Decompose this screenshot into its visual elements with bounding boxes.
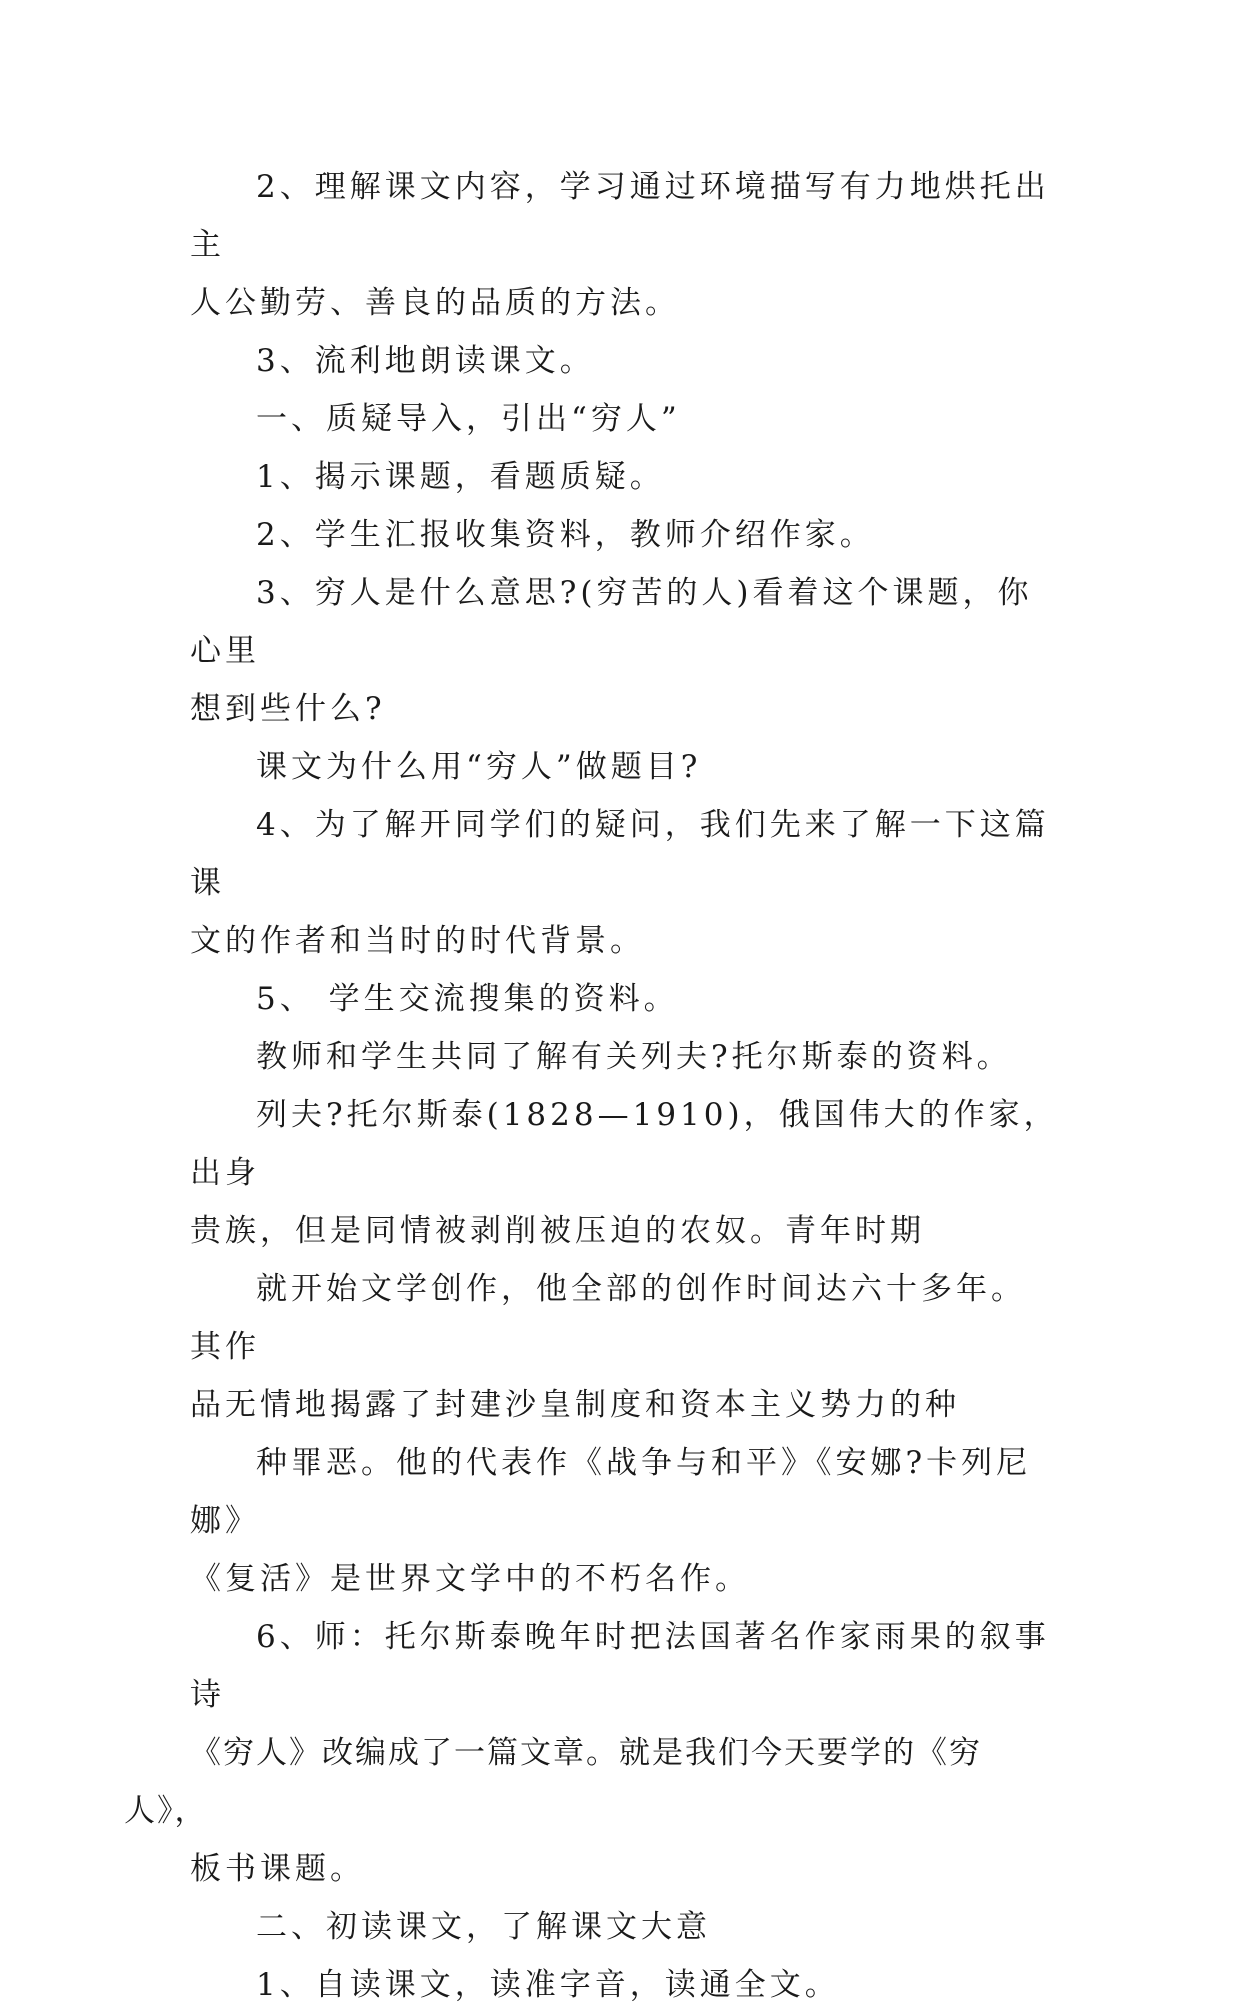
text-line: 4、为了解开同学们的疑问，我们先来了解一下这篇课 <box>190 807 1050 901</box>
paragraph <box>190 1260 1060 1434</box>
text-line: 2、理解课文内容，学习通过环境描写有力地烘托出主 <box>190 169 1050 263</box>
paragraph <box>190 1956 1060 2014</box>
text-line: 列夫?托尔斯泰(1828—1910)，俄国伟大的作家，出身 <box>190 1097 1059 1191</box>
text-line: 3、流利地朗读课文。 <box>256 343 595 379</box>
paragraph <box>190 738 1060 796</box>
document-body <box>124 158 1060 2014</box>
text-line: 2、学生汇报收集资料，教师介绍作家。 <box>256 517 875 553</box>
section-heading <box>190 390 1060 448</box>
paragraph <box>124 1608 1060 1898</box>
text-line: 板书课题。 <box>190 1851 365 1887</box>
text-line: 5、 学生交流搜集的资料。 <box>256 981 679 1017</box>
paragraph <box>190 1434 1060 1608</box>
text-line: 《复活》是世界文学中的不朽名作。 <box>190 1561 750 1597</box>
text-line: 贵族，但是同情被剥削被压迫的农奴。青年时期 <box>190 1213 925 1249</box>
text-line: 文的作者和当时的时代背景。 <box>190 923 645 959</box>
paragraph <box>190 332 1060 390</box>
paragraph <box>190 448 1060 506</box>
paragraph <box>190 796 1060 970</box>
text-line: 就开始文学创作，他全部的创作时间达六十多年。其作 <box>190 1271 1026 1365</box>
paragraph <box>190 970 1060 1028</box>
text-line: 种罪恶。他的代表作《战争与和平》《安娜?卡列尼娜》 <box>190 1445 1032 1539</box>
text-line: 品无情地揭露了封建沙皇制度和资本主义势力的种 <box>190 1387 960 1423</box>
text-line: 1、揭示课题，看题质疑。 <box>256 459 665 495</box>
text-line: 6、师：托尔斯泰晚年时把法国著名作家雨果的叙事诗 <box>190 1619 1050 1713</box>
text-line: 一、质疑导入，引出“穷人” <box>256 401 681 437</box>
paragraph <box>190 564 1060 738</box>
section-heading <box>190 1898 1060 1956</box>
text-line: 课文为什么用“穷人”做题目? <box>256 749 702 785</box>
text-line: 1、自读课文，读准字音，读通全文。 <box>256 1967 840 2003</box>
paragraph <box>190 506 1060 564</box>
text-line: 教师和学生共同了解有关列夫?托尔斯泰的资料。 <box>256 1039 1012 1075</box>
text-line: 二、初读课文，了解课文大意 <box>256 1909 711 1945</box>
paragraph <box>190 1028 1060 1086</box>
paragraph <box>190 158 1060 332</box>
text-line: 想到些什么? <box>190 691 386 727</box>
text-line: 3、穷人是什么意思?(穷苦的人)看着这个课题，你心里 <box>190 575 1033 669</box>
paragraph <box>190 1086 1060 1260</box>
text-line: 人公勤劳、善良的品质的方法。 <box>190 285 680 321</box>
text-line: 《穷人》改编成了一篇文章。就是我们今天要学的《穷人》， <box>124 1735 982 1829</box>
